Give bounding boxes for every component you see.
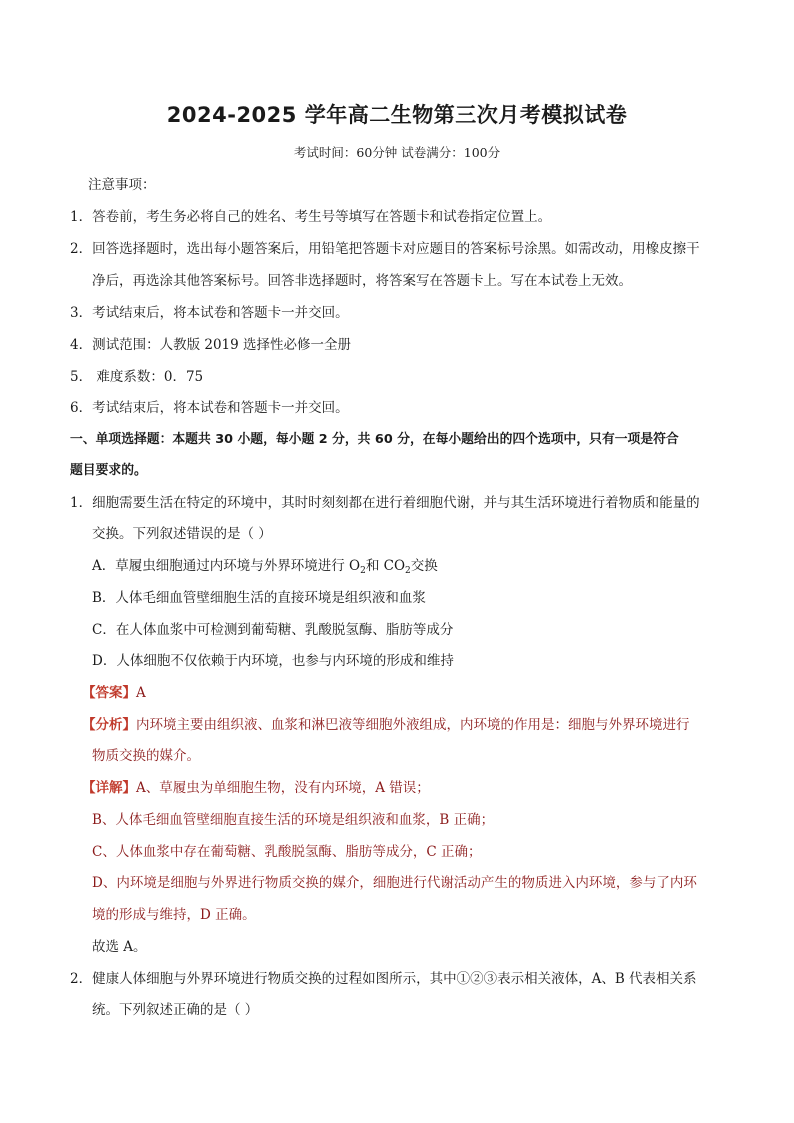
section-heading-cont: 题目要求的。 [70, 463, 147, 478]
q1-stem: 1．细胞需要生活在特定的环境中，其时时刻刻都在进行着细胞代谢，并与其生活环境进行着物质和能量的 [70, 495, 700, 511]
answer-value: A [136, 685, 146, 701]
q2-stem-cont: 统。下列叙述正确的是（ ） [92, 1002, 259, 1018]
q1-answer [82, 682, 146, 704]
q1-option-d: D．人体细胞不仅依赖于内环境，也参与内环境的形成和维持 [92, 653, 454, 669]
q1-option-b: B．人体毛细血管壁细胞生活的直接环境是组织液和血浆 [92, 590, 426, 606]
exam-subtitle: 考试时间：60分钟 试卷满分：100分 [293, 145, 501, 160]
notice-heading: 注意事项： [88, 177, 156, 193]
q1-detail-d-cont: 境的形成与维持，D 正确。 [92, 907, 256, 923]
q1-detail-a: 【详解】A、草履虫为单细胞生物，没有内环境，A 错误； [82, 780, 430, 796]
q1-detail-c: C、人体血浆中存在葡萄糖、乳酸脱氢酶、脂肪等成分，C 正确； [92, 844, 482, 860]
notice-item-6: 6．考试结束后，将本试卷和答题卡一并交回。 [70, 400, 349, 416]
q1-stem-cont: 交换。下列叙述错误的是（ ） [92, 526, 272, 542]
notice-item-5: 5． 难度系数：0．75 [70, 369, 204, 385]
q1-analysis-cont: 物质交换的媒介。 [92, 748, 200, 764]
q2-stem: 2．健康人体细胞与外界环境进行物质交换的过程如图所示，其中①②③表示相关液体，A、B 代表相关系 [70, 971, 697, 987]
notice-item-4: 4．测试范围：人教版 2019 选择性必修一全册 [70, 337, 352, 353]
answer-tag: 【答案】 [82, 685, 136, 701]
q1-detail-d: D、内环境是细胞与外界进行物质交换的媒介，细胞进行代谢活动产生的物质进入内环境，参与了内环 [92, 875, 697, 891]
q1-conclusion: 故选 A。 [92, 939, 147, 955]
q1-detail-b: B、人体毛细血管壁细胞直接生活的环境是组织液和血浆，B 正确； [92, 812, 495, 828]
notice-item-1: 1．答卷前，考生务必将自己的姓名、考生号等填写在答题卡和试卷指定位置上。 [70, 209, 552, 225]
q1-analysis: 【分析】内环境主要由组织液、血浆和淋巴液等细胞外液组成，内环境的作用是：细胞与外界环境进行 [82, 717, 690, 733]
notice-item-3: 3．考试结束后，将本试卷和答题卡一并交回。 [70, 305, 349, 321]
notice-item-2-cont: 净后，再选涂其他答案标号。回答非选择题时，将答案写在答题卡上。写在本试卷上无效。 [92, 273, 632, 289]
exam-title: 2024-2025 学年高二生物第三次月考模拟试卷 [166, 103, 628, 127]
section-heading: 一、单项选择题：本题共 30 小题，每小题 2 分，共 60 分，在每小题给出的四个选项中，只有一项是符合 [70, 432, 679, 447]
analysis-tag: 【分析】 [82, 717, 136, 733]
detail-tag: 【详解】 [82, 780, 136, 796]
notice-item-2: 2．回答选择题时，选出每小题答案后，用铅笔把答题卡对应题目的答案标号涂黑。如需改动，用橡皮擦干 [70, 241, 700, 257]
q1-option-c: C．在人体血浆中可检测到葡萄糖、乳酸脱氢酶、脂肪等成分 [92, 622, 454, 638]
q1-option-a: A．草履虫细胞通过内环境与外界环境进行 $O_2$和 $CO_2$交换 [92, 558, 438, 576]
